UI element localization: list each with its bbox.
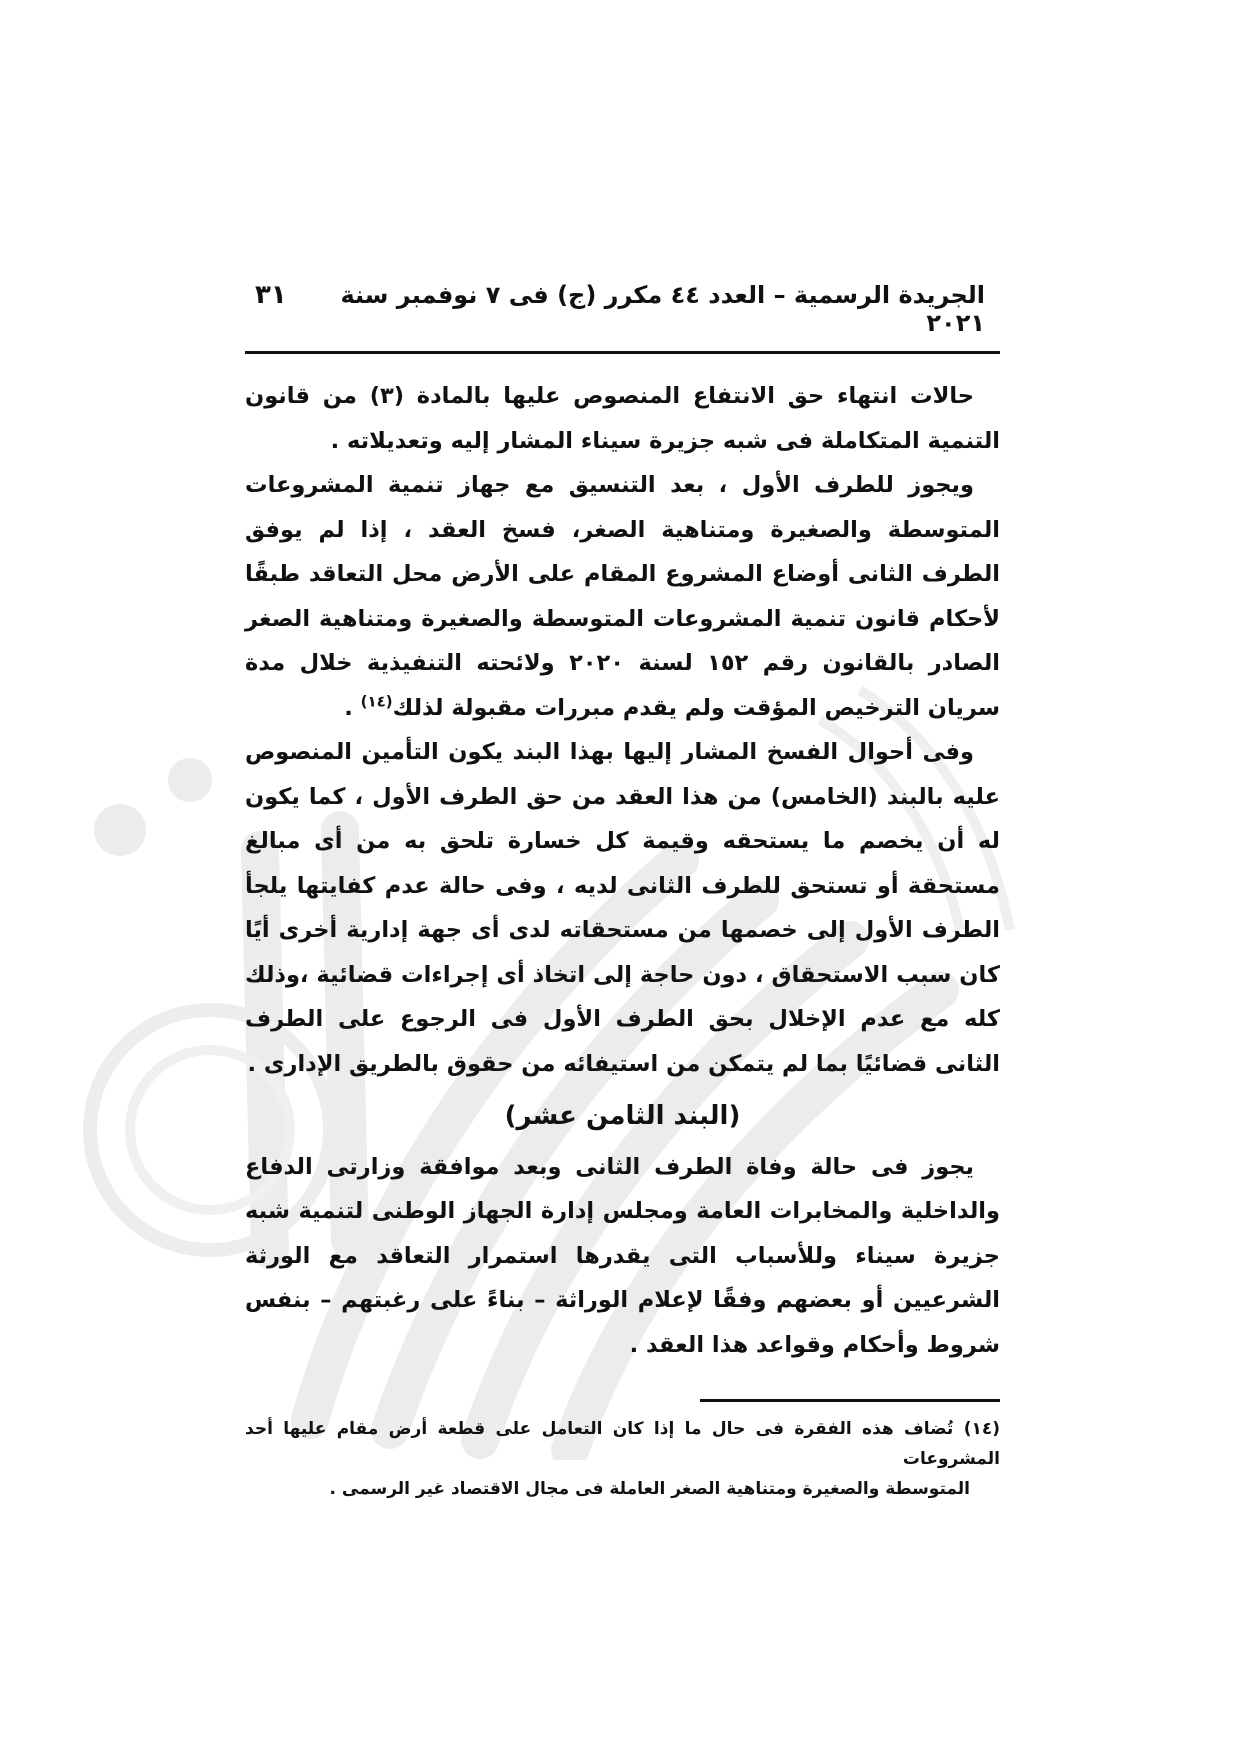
footnote-reference: (١٤)	[360, 692, 393, 710]
paragraph-2-end: .	[344, 694, 361, 721]
footnote-marker: (١٤)	[963, 1419, 1001, 1439]
paragraph-2-text: ويجوز للطرف الأول ، بعد التنسيق مع جهاز تنمية المشروعات المتوسطة والصغيرة ومتناهية الصغر، فسخ العقد ، إذا لم يوفق الطرف الثانى أوضاع المشروع المقام على الأرض محل التعاقد طبقًا لأحكام قانون تنمية المشروعات المتوسطة والصغيرة ومتناهية الصغر الصادر بالقانون رقم ١٥٢ لسنة ٢٠٢٠ ولائحته التنفيذية خلال مدة سريان الترخيص المؤقت ولم يقدم مبررات مقبولة لذلك	[245, 472, 1001, 721]
header-title: الجريدة الرسمية – العدد ٤٤ مكرر (ج) فى ٧ نوفمبر سنة ٢٠٢١	[340, 281, 985, 337]
footnote-divider	[700, 1399, 1000, 1402]
page-header	[245, 280, 1000, 354]
paragraph-1: حالات انتهاء حق الانتفاع المنصوص عليها بالمادة (٣) من قانون التنمية المتكاملة فى شبه جزيرة سيناء المشار إليه وتعديلاته .	[245, 383, 1000, 454]
footnote-line-2: المتوسطة والصغيرة ومتناهية الصغر العاملة فى مجال الاقتصاد غير الرسمى .	[329, 1479, 970, 1499]
section-paragraph: يجوز فى حالة وفاة الطرف الثانى وبعد موافقة وزارتى الدفاع والداخلية والمخابرات العامة ومجلس إدارة الجهاز الوطنى لتنمية شبه جزيرة سيناء وللأسباب التى يقدرها استمرار التعاقد مع الورثة الشرعيين أو بعضهم وفقًا لإعلام الوراثة – بناءً على رغبتهم – بنفس شروط وأحكام وقواعد هذا العقد .	[245, 1153, 1000, 1358]
footnote-text-1: تُضاف هذه الفقرة فى حال ما إذا كان التعامل على قطعة أرض مقام عليها أحد المشروعات	[245, 1419, 1000, 1469]
page-number: ٣١	[255, 280, 287, 310]
footnote	[245, 1414, 1000, 1504]
document-page	[245, 280, 1000, 1504]
document-body	[245, 374, 1000, 1367]
section-heading: (البند الثامن عشر)	[504, 1101, 741, 1131]
footnote-line-1	[245, 1414, 1000, 1474]
paragraph-2	[245, 463, 1000, 730]
paragraph-3: وفى أحوال الفسخ المشار إليها بهذا البند يكون التأمين المنصوص عليه بالبند (الخامس) من هذا العقد من حق الطرف الأول ، كما يكون له أن يخصم ما يستحقه وقيمة كل خسارة تلحق به من أى مبالغ مستحقة أو تستحق للطرف الثانى لديه ، وفى حالة عدم كفايتها يلجأ الطرف الأول إلى خصمها من مستحقاته لدى أى جهة إدارية أخرى أيًا كان سبب الاستحقاق ، دون حاجة إلى اتخاذ أى إجراءات قضائية ،وذلك كله مع عدم الإخلال بحق الطرف الأول فى الرجوع على الطرف الثانى قضائيًا بما لم يتمكن من استيفائه من حقوق بالطريق الإدارى .	[245, 739, 1000, 1077]
